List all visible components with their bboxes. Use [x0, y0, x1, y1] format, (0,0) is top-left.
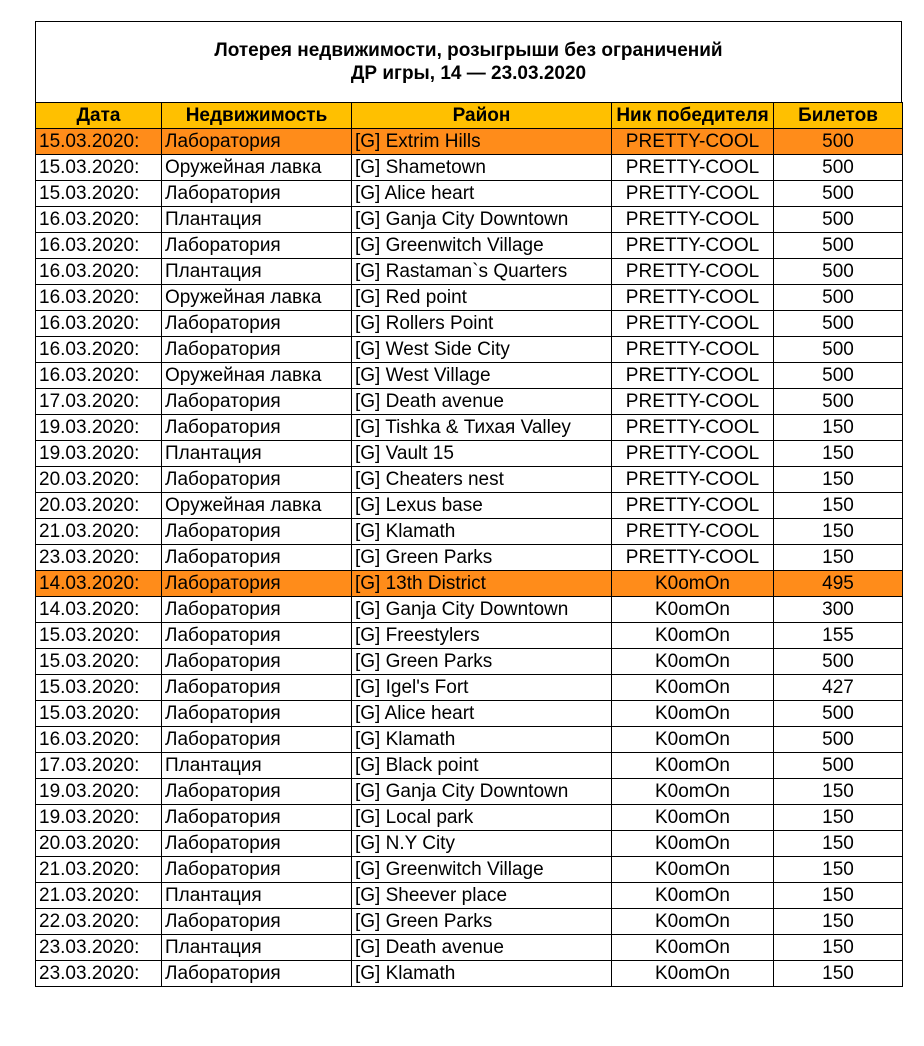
cell-district: [G] West Village [352, 363, 612, 389]
cell-district: [G] Ganja City Downtown [352, 207, 612, 233]
table-row [36, 779, 903, 805]
cell-winner: PRETTY-COOL [612, 129, 774, 155]
cell-district: [G] Alice heart [352, 701, 612, 727]
cell-winner: PRETTY-COOL [612, 155, 774, 181]
cell-property: Лаборатория [162, 727, 352, 753]
cell-district: [G] N.Y City [352, 831, 612, 857]
cell-winner: K0omOn [612, 623, 774, 649]
cell-tickets: 150 [774, 519, 903, 545]
cell-tickets: 500 [774, 155, 903, 181]
table-row [36, 753, 903, 779]
cell-winner: K0omOn [612, 571, 774, 597]
cell-date: 16.03.2020: [36, 285, 162, 311]
cell-property: Лаборатория [162, 181, 352, 207]
table-row [36, 883, 903, 909]
column-header-winner: Ник победителя [612, 103, 774, 129]
cell-property: Лаборатория [162, 831, 352, 857]
cell-date: 15.03.2020: [36, 181, 162, 207]
results-table [35, 102, 903, 987]
cell-winner: PRETTY-COOL [612, 415, 774, 441]
cell-winner: PRETTY-COOL [612, 467, 774, 493]
cell-tickets: 150 [774, 805, 903, 831]
cell-tickets: 155 [774, 623, 903, 649]
cell-tickets: 150 [774, 545, 903, 571]
cell-property: Плантация [162, 441, 352, 467]
table-row [36, 155, 903, 181]
cell-date: 14.03.2020: [36, 571, 162, 597]
table-row [36, 649, 903, 675]
table-row [36, 831, 903, 857]
table-row [36, 311, 903, 337]
cell-tickets: 427 [774, 675, 903, 701]
cell-property: Лаборатория [162, 571, 352, 597]
cell-property: Плантация [162, 935, 352, 961]
cell-date: 21.03.2020: [36, 883, 162, 909]
cell-date: 16.03.2020: [36, 311, 162, 337]
table-row [36, 519, 903, 545]
table-row [36, 129, 903, 155]
cell-date: 19.03.2020: [36, 415, 162, 441]
cell-date: 16.03.2020: [36, 233, 162, 259]
cell-district: [G] Klamath [352, 961, 612, 987]
cell-district: [G] Klamath [352, 519, 612, 545]
column-header-property: Недвижимость [162, 103, 352, 129]
cell-date: 15.03.2020: [36, 649, 162, 675]
cell-date: 15.03.2020: [36, 129, 162, 155]
cell-district: [G] Sheever place [352, 883, 612, 909]
table-row [36, 935, 903, 961]
lottery-sheet [35, 21, 902, 987]
cell-property: Оружейная лавка [162, 493, 352, 519]
cell-date: 16.03.2020: [36, 363, 162, 389]
table-row [36, 415, 903, 441]
cell-tickets: 150 [774, 909, 903, 935]
cell-district: [G] Ganja City Downtown [352, 779, 612, 805]
cell-property: Лаборатория [162, 701, 352, 727]
cell-district: [G] Cheaters nest [352, 467, 612, 493]
cell-winner: K0omOn [612, 727, 774, 753]
cell-date: 21.03.2020: [36, 519, 162, 545]
cell-tickets: 500 [774, 129, 903, 155]
cell-winner: PRETTY-COOL [612, 441, 774, 467]
table-row [36, 623, 903, 649]
table-row [36, 545, 903, 571]
cell-date: 14.03.2020: [36, 597, 162, 623]
cell-winner: PRETTY-COOL [612, 337, 774, 363]
table-row [36, 961, 903, 987]
cell-winner: K0omOn [612, 701, 774, 727]
cell-tickets: 300 [774, 597, 903, 623]
cell-property: Оружейная лавка [162, 155, 352, 181]
cell-district: [G] Greenwitch Village [352, 857, 612, 883]
table-body [36, 129, 903, 987]
cell-tickets: 500 [774, 701, 903, 727]
table-row [36, 597, 903, 623]
cell-tickets: 500 [774, 311, 903, 337]
cell-winner: PRETTY-COOL [612, 389, 774, 415]
table-row [36, 337, 903, 363]
cell-date: 20.03.2020: [36, 493, 162, 519]
column-header-tickets: Билетов [774, 103, 903, 129]
cell-date: 19.03.2020: [36, 805, 162, 831]
cell-property: Лаборатория [162, 597, 352, 623]
cell-property: Оружейная лавка [162, 363, 352, 389]
cell-district: [G] Igel's Fort [352, 675, 612, 701]
cell-tickets: 150 [774, 935, 903, 961]
cell-district: [G] Extrim Hills [352, 129, 612, 155]
table-row [36, 467, 903, 493]
cell-winner: PRETTY-COOL [612, 519, 774, 545]
table-row [36, 285, 903, 311]
table-row [36, 805, 903, 831]
cell-property: Лаборатория [162, 545, 352, 571]
cell-winner: K0omOn [612, 649, 774, 675]
cell-district: [G] Death avenue [352, 389, 612, 415]
cell-winner: PRETTY-COOL [612, 285, 774, 311]
cell-district: [G] 13th District [352, 571, 612, 597]
cell-tickets: 500 [774, 363, 903, 389]
cell-winner: PRETTY-COOL [612, 259, 774, 285]
cell-property: Оружейная лавка [162, 285, 352, 311]
table-row [36, 363, 903, 389]
cell-district: [G] Greenwitch Village [352, 233, 612, 259]
cell-tickets: 500 [774, 727, 903, 753]
cell-property: Лаборатория [162, 311, 352, 337]
cell-tickets: 500 [774, 753, 903, 779]
cell-date: 17.03.2020: [36, 389, 162, 415]
table-row [36, 181, 903, 207]
cell-date: 20.03.2020: [36, 467, 162, 493]
cell-property: Лаборатория [162, 909, 352, 935]
header-row [36, 103, 903, 129]
cell-property: Лаборатория [162, 519, 352, 545]
cell-date: 20.03.2020: [36, 831, 162, 857]
cell-district: [G] Rastaman`s Quarters [352, 259, 612, 285]
cell-district: [G] West Side City [352, 337, 612, 363]
cell-tickets: 150 [774, 857, 903, 883]
cell-tickets: 150 [774, 415, 903, 441]
cell-date: 15.03.2020: [36, 675, 162, 701]
table-row [36, 493, 903, 519]
cell-winner: K0omOn [612, 779, 774, 805]
cell-date: 15.03.2020: [36, 623, 162, 649]
cell-winner: PRETTY-COOL [612, 363, 774, 389]
table-row [36, 701, 903, 727]
cell-district: [G] Vault 15 [352, 441, 612, 467]
cell-date: 23.03.2020: [36, 545, 162, 571]
table-row [36, 571, 903, 597]
cell-tickets: 150 [774, 467, 903, 493]
cell-date: 17.03.2020: [36, 753, 162, 779]
cell-property: Плантация [162, 883, 352, 909]
cell-district: [G] Alice heart [352, 181, 612, 207]
cell-district: [G] Local park [352, 805, 612, 831]
cell-district: [G] Death avenue [352, 935, 612, 961]
cell-district: [G] Shametown [352, 155, 612, 181]
cell-property: Лаборатория [162, 857, 352, 883]
cell-tickets: 150 [774, 779, 903, 805]
cell-district: [G] Red point [352, 285, 612, 311]
cell-winner: K0omOn [612, 753, 774, 779]
cell-tickets: 500 [774, 207, 903, 233]
cell-winner: K0omOn [612, 857, 774, 883]
cell-tickets: 495 [774, 571, 903, 597]
cell-property: Лаборатория [162, 233, 352, 259]
cell-tickets: 150 [774, 831, 903, 857]
table-row [36, 909, 903, 935]
title-line-1: Лотерея недвижимости, розыгрыши без ограничений [214, 40, 723, 61]
cell-property: Плантация [162, 259, 352, 285]
cell-date: 21.03.2020: [36, 857, 162, 883]
cell-tickets: 500 [774, 233, 903, 259]
cell-property: Лаборатория [162, 129, 352, 155]
cell-district: [G] Klamath [352, 727, 612, 753]
cell-district: [G] Green Parks [352, 545, 612, 571]
column-header-district: Район [352, 103, 612, 129]
cell-winner: K0omOn [612, 935, 774, 961]
cell-property: Лаборатория [162, 389, 352, 415]
cell-district: [G] Rollers Point [352, 311, 612, 337]
cell-property: Плантация [162, 207, 352, 233]
cell-district: [G] Tishka & Тихая Valley [352, 415, 612, 441]
cell-winner: PRETTY-COOL [612, 493, 774, 519]
cell-property: Плантация [162, 753, 352, 779]
cell-tickets: 150 [774, 493, 903, 519]
cell-date: 22.03.2020: [36, 909, 162, 935]
cell-property: Лаборатория [162, 415, 352, 441]
cell-district: [G] Green Parks [352, 649, 612, 675]
cell-property: Лаборатория [162, 805, 352, 831]
cell-district: [G] Ganja City Downtown [352, 597, 612, 623]
table-row [36, 857, 903, 883]
cell-date: 23.03.2020: [36, 961, 162, 987]
cell-winner: K0omOn [612, 675, 774, 701]
cell-district: [G] Green Parks [352, 909, 612, 935]
cell-tickets: 150 [774, 961, 903, 987]
table-row [36, 259, 903, 285]
cell-date: 19.03.2020: [36, 441, 162, 467]
cell-property: Лаборатория [162, 961, 352, 987]
cell-property: Лаборатория [162, 337, 352, 363]
cell-date: 23.03.2020: [36, 935, 162, 961]
cell-date: 19.03.2020: [36, 779, 162, 805]
cell-tickets: 500 [774, 389, 903, 415]
table-row [36, 207, 903, 233]
cell-winner: K0omOn [612, 597, 774, 623]
cell-date: 16.03.2020: [36, 207, 162, 233]
cell-winner: PRETTY-COOL [612, 207, 774, 233]
cell-tickets: 500 [774, 337, 903, 363]
title-line-2: ДР игры, 14 — 23.03.2020 [350, 63, 587, 84]
cell-date: 15.03.2020: [36, 155, 162, 181]
cell-date: 15.03.2020: [36, 701, 162, 727]
title-block [35, 21, 902, 102]
cell-winner: K0omOn [612, 909, 774, 935]
cell-property: Лаборатория [162, 467, 352, 493]
cell-winner: K0omOn [612, 805, 774, 831]
cell-winner: PRETTY-COOL [612, 311, 774, 337]
cell-property: Лаборатория [162, 779, 352, 805]
cell-winner: K0omOn [612, 961, 774, 987]
table-row [36, 441, 903, 467]
column-header-date: Дата [36, 103, 162, 129]
cell-tickets: 500 [774, 285, 903, 311]
cell-winner: K0omOn [612, 831, 774, 857]
cell-tickets: 150 [774, 883, 903, 909]
cell-district: [G] Lexus base [352, 493, 612, 519]
cell-winner: PRETTY-COOL [612, 181, 774, 207]
table-row [36, 233, 903, 259]
cell-winner: PRETTY-COOL [612, 545, 774, 571]
cell-property: Лаборатория [162, 623, 352, 649]
cell-tickets: 150 [774, 441, 903, 467]
cell-property: Лаборатория [162, 675, 352, 701]
cell-property: Лаборатория [162, 649, 352, 675]
table-row [36, 389, 903, 415]
cell-district: [G] Black point [352, 753, 612, 779]
cell-district: [G] Freestylers [352, 623, 612, 649]
table-row [36, 727, 903, 753]
cell-tickets: 500 [774, 181, 903, 207]
table-row [36, 675, 903, 701]
cell-tickets: 500 [774, 259, 903, 285]
cell-winner: PRETTY-COOL [612, 233, 774, 259]
cell-winner: K0omOn [612, 883, 774, 909]
cell-date: 16.03.2020: [36, 727, 162, 753]
cell-date: 16.03.2020: [36, 337, 162, 363]
cell-tickets: 500 [774, 649, 903, 675]
cell-date: 16.03.2020: [36, 259, 162, 285]
